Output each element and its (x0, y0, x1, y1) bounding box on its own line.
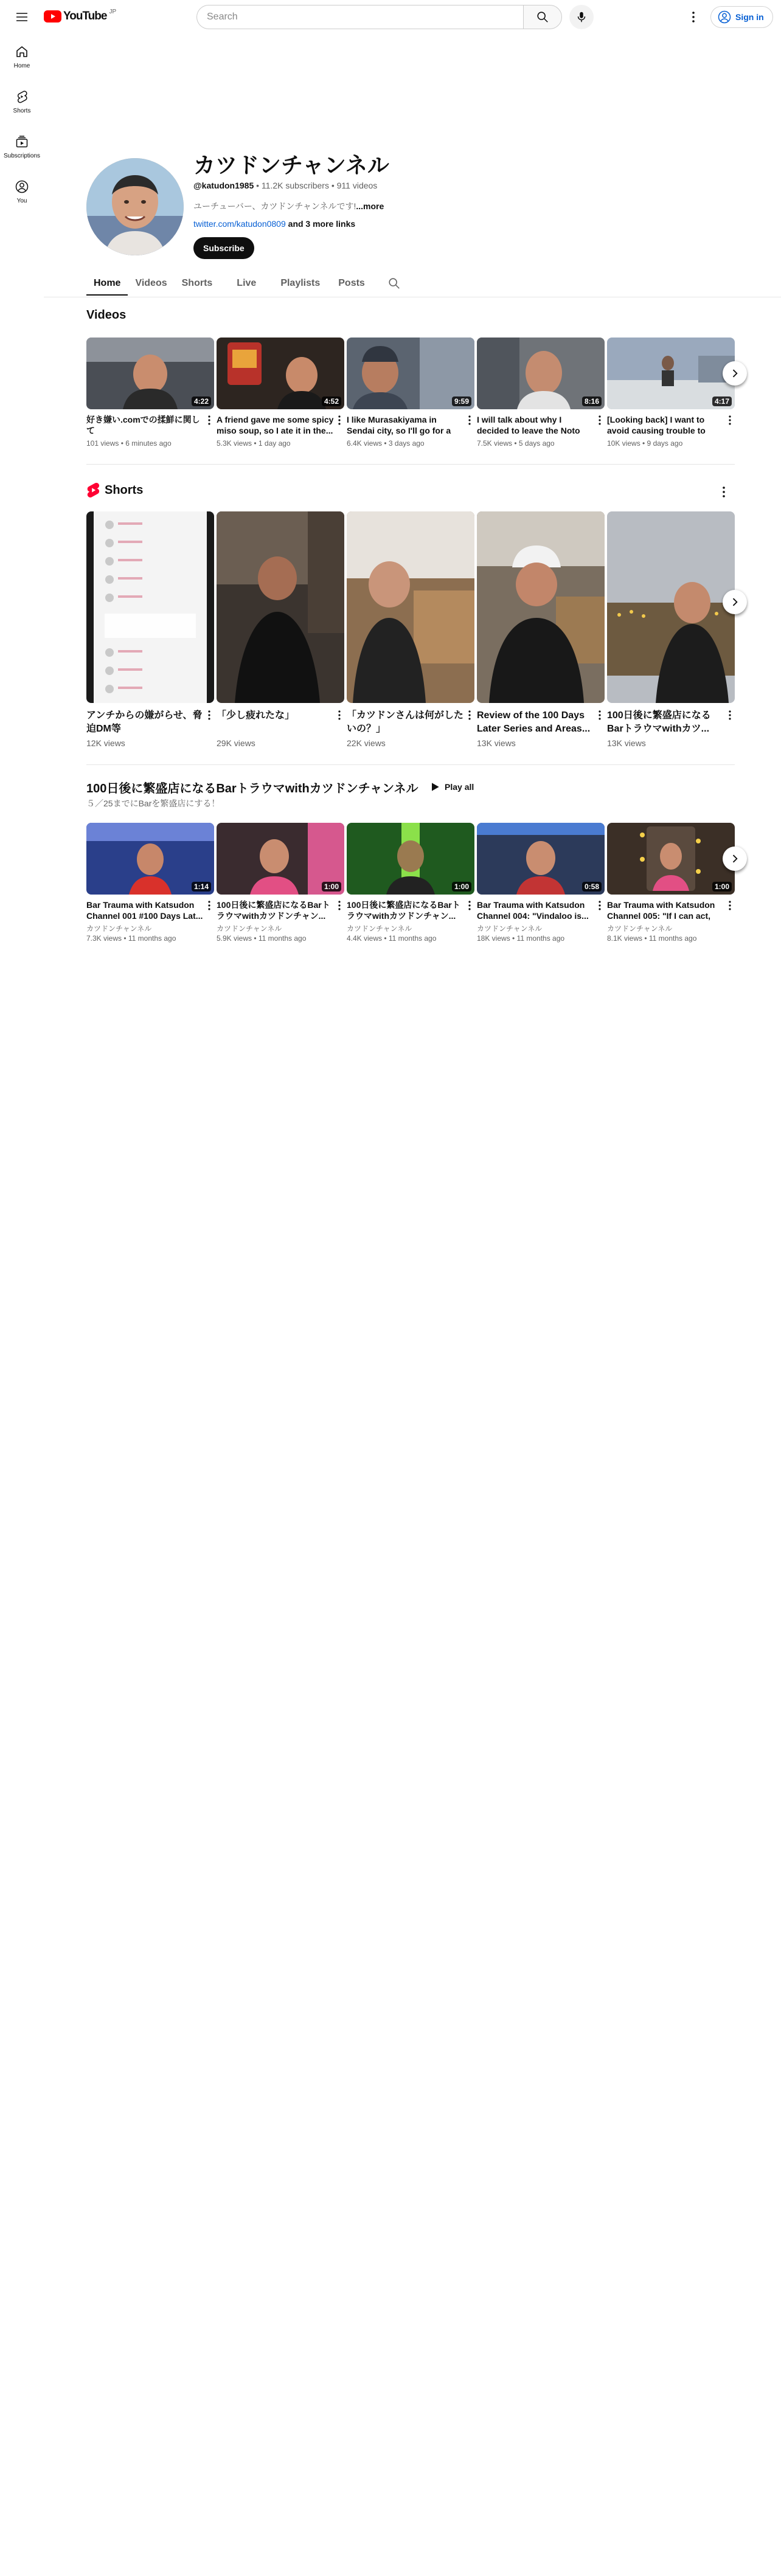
video-card[interactable] (347, 823, 474, 943)
shorts-section-title: Shorts (105, 483, 144, 497)
sidebar-item-you[interactable] (2, 169, 41, 214)
short-title[interactable]: 「カツドンさんは何がしたいの？」 (347, 710, 464, 734)
video-thumbnail[interactable] (477, 823, 605, 895)
subscribe-button[interactable]: Subscribe (193, 237, 254, 259)
short-card[interactable] (477, 511, 605, 748)
vertical-dots-icon (686, 10, 701, 24)
home-icon (15, 44, 29, 59)
video-title[interactable]: [Looking back] I want to avoid causing trouble to (607, 415, 706, 435)
video-menu-button[interactable] (335, 899, 344, 943)
play-all-label: Play all (445, 782, 474, 792)
video-metadata: 10K views • 9 days ago (607, 439, 683, 448)
video-metadata: 5.3K views • 1 day ago (217, 439, 291, 448)
video-title[interactable]: Bar Trauma with Katsudon Channel 004: "Vindaloo is... (477, 900, 589, 921)
video-menu-button[interactable] (465, 899, 474, 943)
short-card[interactable] (86, 511, 214, 748)
section-divider (86, 764, 735, 765)
vertical-dots-icon (468, 710, 471, 720)
video-metadata: 4.4K views • 11 months ago (347, 934, 437, 943)
vertical-dots-icon (338, 901, 341, 910)
chevron-right-icon (729, 596, 741, 608)
channel-search-button[interactable] (382, 271, 406, 296)
description-more-link[interactable]: ...more (356, 201, 384, 211)
short-menu-button[interactable] (595, 709, 605, 748)
tab-home[interactable]: Home (86, 271, 128, 296)
short-card[interactable] (217, 511, 344, 748)
sign-in-button[interactable] (710, 6, 773, 28)
play-icon (429, 781, 441, 793)
video-title[interactable]: 100日後に繁盛店になるBarトラウマwithカツドンチャン... (217, 900, 330, 921)
video-title[interactable]: 好き嫌い.comでの揉鮮に関して (86, 415, 200, 435)
video-thumbnail[interactable] (477, 338, 605, 409)
mini-guide (0, 34, 44, 214)
video-card[interactable] (347, 338, 474, 448)
tab-videos[interactable]: Videos (135, 278, 167, 288)
channel-stats: • 11.2K subscribers • 911 videos (254, 181, 378, 190)
channel-name: カツドンチャンネル (193, 153, 389, 178)
short-thumbnail[interactable] (477, 511, 605, 703)
vertical-dots-icon (599, 901, 601, 910)
voice-search-button[interactable] (569, 5, 594, 29)
video-channel-name[interactable]: カツドンチャンネル (86, 924, 152, 933)
video-duration: 0:58 (582, 882, 602, 892)
chevron-right-icon (729, 853, 741, 865)
video-title[interactable]: I like Murasakiyama in Sendai city, so I'll go for a (347, 415, 451, 435)
search-icon (387, 277, 401, 290)
shorts-next-button[interactable] (723, 590, 747, 614)
search-icon (536, 10, 549, 24)
avatar-photo (86, 158, 184, 255)
video-thumbnail[interactable] (347, 338, 474, 409)
video-duration: 8:16 (582, 396, 602, 406)
video-menu-button[interactable] (595, 414, 605, 448)
channel-description[interactable] (193, 200, 384, 212)
video-metadata: 8.1K views • 11 months ago (607, 934, 697, 943)
more-links-button[interactable]: and 3 more links (285, 219, 356, 229)
vertical-dots-icon (729, 415, 731, 425)
short-card[interactable] (347, 511, 474, 748)
shorts-section-menu-button[interactable] (712, 480, 736, 504)
vertical-dots-icon (338, 710, 341, 720)
video-thumbnail[interactable] (217, 338, 344, 409)
video-card[interactable] (607, 823, 735, 943)
microphone-icon (575, 10, 588, 24)
video-thumbnail[interactable] (86, 823, 214, 895)
video-thumbnail[interactable] (347, 823, 474, 895)
video-thumbnail[interactable] (86, 338, 214, 409)
sidebar-item-label: Subscriptions (3, 152, 41, 159)
video-card[interactable] (477, 823, 605, 943)
video-duration: 1:00 (452, 882, 471, 892)
video-menu-button[interactable] (725, 414, 735, 448)
playlist-shelf (86, 823, 735, 943)
video-metadata: 6.4K views • 3 days ago (347, 439, 425, 448)
video-menu-button[interactable] (204, 414, 214, 448)
video-title[interactable]: Bar Trauma with Katsudon Channel 005: "If I can act, (607, 900, 715, 921)
video-channel-name[interactable]: カツドンチャンネル (607, 924, 673, 933)
video-card[interactable] (217, 338, 344, 448)
short-thumbnail[interactable] (607, 511, 735, 703)
video-metadata: 7.5K views • 5 days ago (477, 439, 555, 448)
video-title[interactable]: I will talk about why I decided to leave the Noto (477, 415, 580, 435)
short-menu-button[interactable] (465, 709, 474, 748)
sidebar-item-label: You (16, 197, 27, 204)
video-metadata: 101 views • 6 minutes ago (86, 439, 172, 448)
vertical-dots-icon (208, 415, 210, 425)
videos-section-title[interactable]: Videos (86, 308, 127, 322)
video-menu-button[interactable] (595, 899, 605, 943)
channel-tabs (86, 271, 406, 296)
video-menu-button[interactable] (335, 414, 344, 448)
tab-posts[interactable]: Posts (338, 278, 365, 288)
vertical-dots-icon (468, 415, 471, 425)
video-channel-name[interactable]: カツドンチャンネル (217, 924, 282, 933)
video-card[interactable] (217, 823, 344, 943)
short-views: 13K views (607, 738, 646, 748)
tab-live[interactable]: Live (237, 278, 257, 288)
settings-more-button[interactable] (681, 5, 706, 29)
sidebar-item-subscriptions[interactable] (2, 124, 41, 169)
tab-playlists[interactable]: Playlists (280, 278, 321, 288)
video-card[interactable] (86, 823, 214, 943)
video-duration: 1:00 (322, 882, 341, 892)
vertical-dots-icon (208, 901, 210, 910)
chevron-right-icon (729, 367, 741, 379)
channel-meta (193, 181, 377, 190)
video-thumbnail[interactable] (607, 823, 735, 895)
playlist-subtitle: ５／25までにBarを繁盛店にする！ (86, 798, 220, 808)
video-title[interactable]: 100日後に繁盛店になるBarトラウマwithカツドンチャン... (347, 900, 460, 921)
short-title[interactable]: 「少し疲れたな」 (217, 710, 295, 721)
video-duration: 9:59 (452, 396, 471, 406)
video-card[interactable] (607, 338, 735, 448)
video-card[interactable] (86, 338, 214, 448)
video-title[interactable]: Bar Trauma with Katsudon Channel 001 #100 Days Lat... (86, 900, 203, 921)
short-views: 12K views (86, 738, 125, 748)
short-title[interactable]: Review of the 100 Days Later Series and Areas... (477, 710, 591, 734)
shorts-logo-icon (86, 482, 100, 498)
videos-next-button[interactable] (723, 361, 747, 386)
video-metadata: 18K views • 11 months ago (477, 934, 565, 943)
logo-country-code: JP (109, 8, 117, 15)
video-thumbnail[interactable] (607, 338, 735, 409)
short-menu-button[interactable] (204, 709, 214, 748)
search-bar (196, 5, 562, 29)
shorts-section-header (86, 482, 143, 498)
short-title[interactable]: 100日後に繁盛店になるBarトラウマwithカツ... (607, 710, 711, 734)
description-text: ユーチューバー、カツドンチャンネルです! (193, 201, 356, 211)
playlist-next-button[interactable] (723, 847, 747, 871)
video-metadata: 7.3K views • 11 months ago (86, 934, 176, 943)
short-thumbnail[interactable] (217, 511, 344, 703)
search-button[interactable] (523, 5, 562, 29)
video-menu-button[interactable] (204, 899, 214, 943)
channel-avatar[interactable] (86, 158, 184, 255)
vertical-dots-icon (338, 415, 341, 425)
videos-shelf (86, 338, 735, 448)
channel-handle: @katudon1985 (193, 181, 254, 190)
hamburger-icon (15, 10, 29, 24)
video-menu-button[interactable] (465, 414, 474, 448)
video-title[interactable]: A friend gave me some spicy miso soup, so I ate it in the... (217, 415, 334, 435)
sidebar-item-label: Shorts (13, 107, 31, 114)
sidebar-item-label: Home (13, 62, 30, 69)
vertical-dots-icon (208, 710, 210, 720)
search-input[interactable] (196, 5, 523, 29)
video-metadata: 5.9K views • 11 months ago (217, 934, 307, 943)
short-card[interactable] (607, 511, 735, 748)
playlist-section-title[interactable]: 100日後に繁盛店になるBarトラウマwithカツドンチャンネル (86, 782, 418, 795)
video-duration: 1:00 (712, 882, 732, 892)
short-menu-button[interactable] (335, 709, 344, 748)
shorts-shelf (86, 511, 735, 748)
youtube-play-icon (44, 10, 61, 23)
vertical-dots-icon (599, 710, 601, 720)
short-menu-button[interactable] (725, 709, 735, 748)
video-card[interactable] (477, 338, 605, 448)
video-channel-name[interactable]: カツドンチャンネル (477, 924, 543, 933)
video-duration: 4:52 (322, 396, 341, 406)
vertical-dots-icon (717, 485, 731, 499)
channel-external-link[interactable]: twitter.com/katudon0809 (193, 219, 286, 229)
short-views: 22K views (347, 738, 386, 748)
vertical-dots-icon (599, 415, 601, 425)
you-icon (15, 179, 29, 194)
tab-shorts[interactable]: Shorts (181, 278, 213, 288)
short-thumbnail[interactable] (347, 511, 474, 703)
shorts-icon (15, 89, 29, 104)
youtube-logo[interactable] (44, 10, 116, 23)
sidebar-item-home[interactable] (2, 34, 41, 79)
logo-text: YouTube (63, 10, 107, 23)
vertical-dots-icon (729, 901, 731, 910)
guide-menu-button[interactable] (10, 5, 34, 29)
video-menu-button[interactable] (725, 899, 735, 943)
subscriptions-icon (15, 134, 29, 149)
vertical-dots-icon (729, 710, 731, 720)
video-duration: 1:14 (192, 882, 211, 892)
video-duration: 4:22 (192, 396, 211, 406)
short-title[interactable]: アンチからの嫌がらせ、脅迫DM等 (86, 710, 203, 734)
short-views: 13K views (477, 738, 516, 748)
masthead (0, 0, 781, 34)
sign-in-label: Sign in (735, 12, 764, 22)
short-thumbnail[interactable] (86, 511, 214, 703)
sidebar-item-shorts[interactable] (2, 79, 41, 124)
short-views: 29K views (217, 738, 255, 748)
play-all-button[interactable] (423, 776, 482, 798)
video-thumbnail[interactable] (217, 823, 344, 895)
vertical-dots-icon (468, 901, 471, 910)
video-channel-name[interactable]: カツドンチャンネル (347, 924, 412, 933)
account-circle-icon (717, 10, 732, 24)
section-divider (86, 464, 735, 465)
channel-links (193, 219, 355, 229)
video-duration: 4:17 (712, 396, 732, 406)
